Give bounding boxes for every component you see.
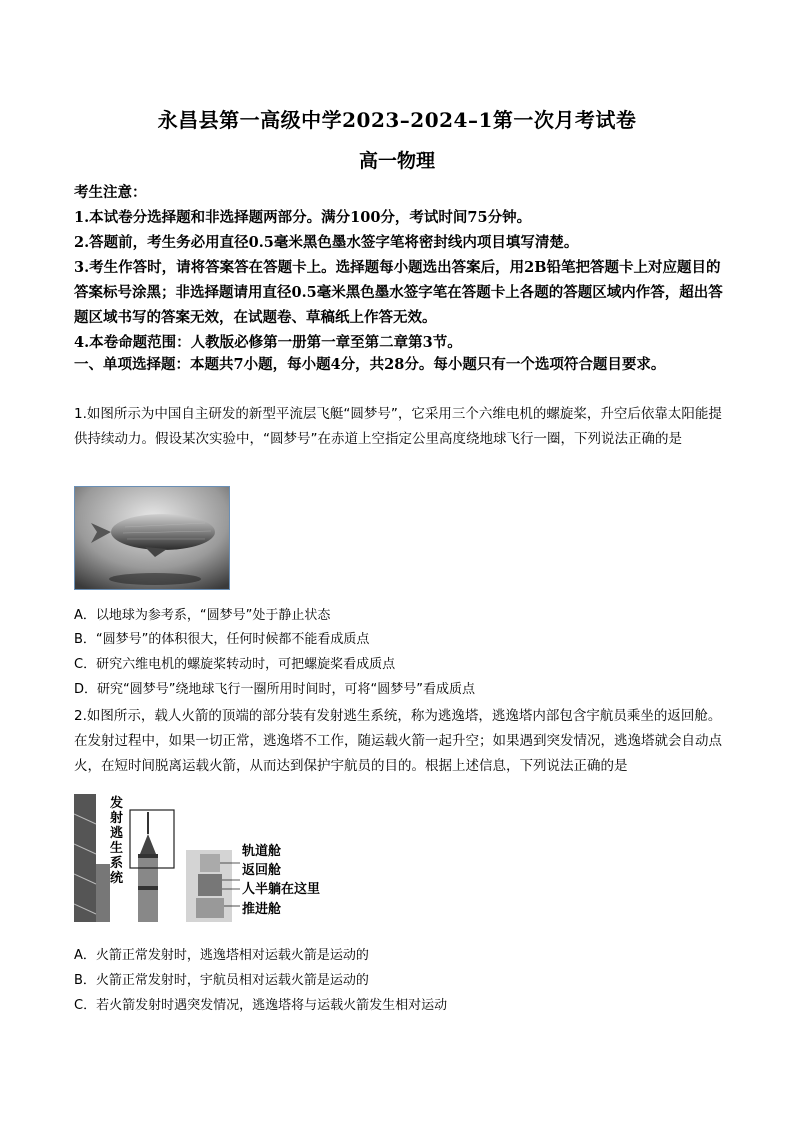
- exam-title: 永昌县第一高级中学2023–2024–1第一次月考试卷: [157, 108, 637, 132]
- q1-option-d: D．研究“圆梦号”绕地球飞行一圈所用时间时，可将“圆梦号”看成质点: [74, 682, 475, 697]
- exam-notes: [74, 180, 724, 355]
- q2-option-a: A．火箭正常发射时，逃逸塔相对运载火箭是运动的: [74, 948, 369, 963]
- question-1-stem: 1.如图所示为中国自主研发的新型平流层飞艇“圆梦号”，它采用三个六维电机的螺旋桨，升空后依靠太阳能提供持续动力。假设某次实验中，“圆梦号”在赤道上空指定公里高度绕地球飞行一圈，下列说法正确的是: [74, 406, 722, 447]
- q1-option-b: B．“圆梦号”的体积很大，任何时候都不能看成质点: [74, 632, 370, 647]
- q1-option-a: A．以地球为参考系，“圆梦号”处于静止状态: [74, 608, 331, 623]
- vertical-label: 发射逃生系统: [110, 796, 124, 886]
- note-item: 3.考生作答时，请将答案答在答题卡上。选择题每小题选出答案后，用2B铅笔把答题卡上对应题目的答案标号涂黑；非选择题请用直径0.5毫米黑色墨水签字笔在答题卡上各题的答题区域内作答，超出答题区域书写的答案无效，在试题卷、草稿纸上作答无效。: [74, 259, 723, 326]
- rocket-diagram: [74, 794, 328, 922]
- label-propulsion-module: 推进舱: [242, 902, 282, 917]
- q1-option-c: C．研究六维电机的螺旋桨转动时，可把螺旋桨看成质点: [74, 657, 396, 672]
- note-item: 1.本试卷分选择题和非选择题两部分。满分100分，考试时间75分钟。: [74, 209, 532, 226]
- label-astronaut-position: 人半躺在这里: [242, 882, 321, 897]
- notes-heading: 考生注意：: [74, 184, 147, 201]
- q2-option-b: B．火箭正常发射时，宇航员相对运载火箭是运动的: [74, 973, 369, 988]
- note-item: 4.本卷命题范围：人教版必修第一册第一章至第二章第3节。: [74, 334, 462, 351]
- question-2-stem: 2.如图所示，载人火箭的顶端的部分装有发射逃生系统，称为逃逸塔，逃逸塔内部包含宇航员乘坐的返回舱。在发射过程中，如果一切正常，逃逸塔不工作，随运载火箭一起升空；如果遇到突发情况，逃逸塔就会自动点火，在短时间脱离运载火箭，从而达到保护宇航员的目的。根据上述信息，下列说法正确的是: [74, 708, 722, 774]
- label-return-capsule: 返回舱: [242, 863, 282, 878]
- note-item: 2.答题前，考生务必用直径0.5毫米黑色墨水签字笔将密封线内项目填写清楚。: [74, 234, 579, 251]
- airship-photo: [74, 486, 230, 590]
- section-heading: 一、单项选择题：本题共7小题，每小题4分，共28分。每小题只有一个选项符合题目要求。: [74, 356, 666, 373]
- q2-option-c: C．若火箭发射时遇突发情况，逃逸塔将与运载火箭发生相对运动: [74, 998, 448, 1013]
- exam-subject: 高一物理: [358, 150, 435, 172]
- label-orbital-module: 轨道舱: [242, 844, 282, 859]
